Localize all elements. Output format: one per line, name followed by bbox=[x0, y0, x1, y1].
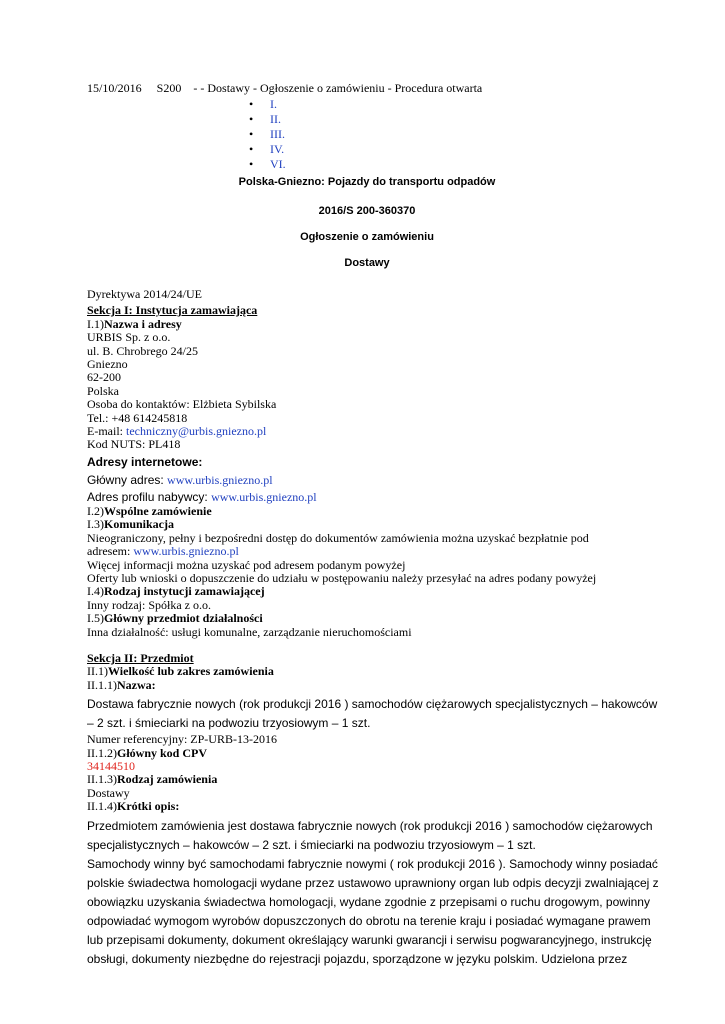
description-line: polskie świadectwa homologacji wydane przez ustawowo uprawniony organ lub odpis decyzji zwalniającej z bbox=[87, 875, 659, 890]
toc-link[interactable]: VI. bbox=[270, 157, 286, 171]
communication-text: Nieograniczony, pełny i bezpośredni dostęp do dokumentów zamówienia można uzyskać bezpłatnie pod bbox=[87, 530, 589, 545]
item-number: I.2) bbox=[87, 503, 104, 518]
offers-text: Oferty lub wnioski o dopuszczenie do udziału w postępowaniu należy przesyłać na adres podany powyżej bbox=[87, 570, 597, 585]
contract-name-line: Dostawa fabrycznie nowych (rok produkcji 2016 ) samochodów ciężarowych specjalistycznych – hakowców bbox=[87, 697, 658, 712]
item-number: II.1.2) bbox=[87, 745, 117, 760]
notice-number: 2016/S 200-360370 bbox=[318, 205, 416, 217]
org-name: URBIS Sp. z o.o. bbox=[87, 330, 171, 345]
org-street: ul. B. Chrobrego 24/25 bbox=[87, 343, 198, 358]
main-address-link[interactable]: www.urbis.gniezno.pl bbox=[167, 472, 273, 487]
toc-item[interactable] bbox=[249, 143, 647, 158]
org-country: Polska bbox=[87, 383, 120, 398]
notice-header bbox=[87, 82, 647, 98]
web-addresses-heading: Adresy internetowe: bbox=[87, 454, 203, 469]
contract-type: Dostawy bbox=[344, 257, 390, 269]
item-label: Krótki opis: bbox=[117, 799, 180, 814]
item-label: Rodzaj zamówienia bbox=[117, 772, 218, 787]
toc-link[interactable]: III. bbox=[270, 127, 285, 141]
document-page bbox=[87, 81, 659, 969]
bullet-icon: • bbox=[249, 127, 254, 141]
notice-code: S200 bbox=[156, 81, 182, 95]
item-label: Główny kod CPV bbox=[117, 745, 208, 760]
item-label: Nazwa: bbox=[117, 677, 156, 692]
buyer-profile-link[interactable]: www.urbis.gniezno.pl bbox=[211, 489, 317, 504]
more-info-text: Więcej informacji można uzyskać pod adresem podanym powyżej bbox=[87, 557, 406, 572]
toc-link[interactable]: IV. bbox=[270, 142, 285, 156]
nuts-code: Kod NUTS: PL418 bbox=[87, 437, 181, 452]
communication-address-label: adresem: bbox=[87, 544, 134, 559]
item-number: I.5) bbox=[87, 611, 104, 626]
short-description bbox=[87, 817, 659, 969]
description-line: obsługi, dokumenty niezbędne do rejestracji pojazdu, sporządzone w języku polskim. Udzielona przez bbox=[87, 951, 628, 966]
item-number: I.1) bbox=[87, 316, 104, 331]
description-line: Przedmiotem zamówienia jest dostawa fabrycznie nowych (rok produkcji 2016 ) samochodów ciężarowych bbox=[87, 818, 653, 833]
item-number: II.1.3) bbox=[87, 772, 117, 787]
item-number: I.4) bbox=[87, 584, 104, 599]
notice-kind: Ogłoszenie o zamówieniu bbox=[300, 231, 434, 243]
item-number: II.1.1) bbox=[87, 677, 117, 692]
table-of-contents bbox=[87, 98, 647, 173]
item-label: Główny przedmiot działalności bbox=[104, 611, 263, 626]
item-label: Nazwa i adresy bbox=[104, 316, 182, 331]
bullet-icon: • bbox=[249, 157, 254, 171]
description-line: odpowiadać wymogom wyrobów dopuszczonych do obrotu na terenie kraju i posiadać wymagane prawem bbox=[87, 913, 651, 928]
section-2-heading: Sekcja II: Przedmiot bbox=[87, 650, 194, 665]
bullet-icon: • bbox=[249, 112, 254, 126]
buyer-profile-label: Adres profilu nabywcy: bbox=[87, 489, 212, 504]
item-label: Wspólne zamówienie bbox=[104, 503, 212, 518]
org-city: Gniezno bbox=[87, 357, 128, 372]
authority-type: Inny rodzaj: Spółka z o.o. bbox=[87, 597, 211, 612]
toc-link[interactable]: I. bbox=[270, 97, 277, 111]
directive: Dyrektywa 2014/24/UE bbox=[87, 287, 202, 301]
toc-item[interactable] bbox=[249, 158, 647, 173]
reference-number: Numer referencyjny: ZP-URB-13-2016 bbox=[87, 732, 277, 747]
bullet-icon: • bbox=[249, 97, 254, 111]
main-title: Polska-Gniezno: Pojazdy do transportu odpadów bbox=[238, 176, 496, 188]
section-1-heading: Sekcja I: Instytucja zamawiająca bbox=[87, 303, 258, 318]
contract-name-line: – 2 szt. i śmieciarki na podwoziu trzyosiowym – 1 szt. bbox=[87, 716, 371, 731]
description-line: Samochody winny być samochodami fabrycznie nowymi ( rok produkcji 2016 ). Samochody winny posiadać bbox=[87, 856, 658, 871]
cpv-code: 34144510 bbox=[87, 758, 135, 773]
item-label: Komunikacja bbox=[104, 517, 175, 532]
main-activity: Inna działalność: usługi komunalne, zarządzanie nieruchomościami bbox=[87, 624, 412, 639]
item-number: I.3) bbox=[87, 517, 104, 532]
description-line: obowiązku uzyskania świadectwa homologacji, wydane zgodnie z przepisami o ruchu drogowym, powinny bbox=[87, 894, 650, 909]
notice-date: 15/10/2016 bbox=[87, 81, 142, 95]
item-label: Rodzaj instytucji zamawiającej bbox=[104, 584, 265, 599]
description-line: lub przepisami dokumenty, dokument określający warunki gwarancji i serwisu pogwarancyjnego, instrukcję bbox=[87, 932, 652, 947]
communication-link[interactable]: www.urbis.gniezno.pl bbox=[133, 544, 239, 559]
main-address-label: Główny adres: bbox=[87, 472, 168, 487]
toc-item[interactable] bbox=[249, 98, 647, 113]
org-postcode: 62-200 bbox=[87, 370, 121, 385]
email-label: E-mail: bbox=[87, 424, 126, 439]
toc-item[interactable] bbox=[249, 128, 647, 143]
email-link[interactable]: techniczny@urbis.gniezno.pl bbox=[126, 424, 267, 439]
item-number: II.1) bbox=[87, 664, 108, 679]
notice-header-title: - - Dostawy - Ogłoszenie o zamówieniu - Procedura otwarta bbox=[193, 81, 483, 95]
description-line: specjalistycznych – hakowców – 2 szt. i śmieciarki na podwoziu trzyosiowym – 1 szt. bbox=[87, 837, 536, 852]
bullet-icon: • bbox=[249, 142, 254, 156]
org-contact: Osoba do kontaktów: Elżbieta Sybilska bbox=[87, 397, 277, 412]
toc-item[interactable] bbox=[249, 113, 647, 128]
org-phone: Tel.: +48 614245818 bbox=[87, 410, 188, 425]
toc-link[interactable]: II. bbox=[270, 112, 281, 126]
item-label: Wielkość lub zakres zamówienia bbox=[108, 664, 274, 679]
item-number: II.1.4) bbox=[87, 799, 117, 814]
contract-type-value: Dostawy bbox=[87, 785, 130, 800]
